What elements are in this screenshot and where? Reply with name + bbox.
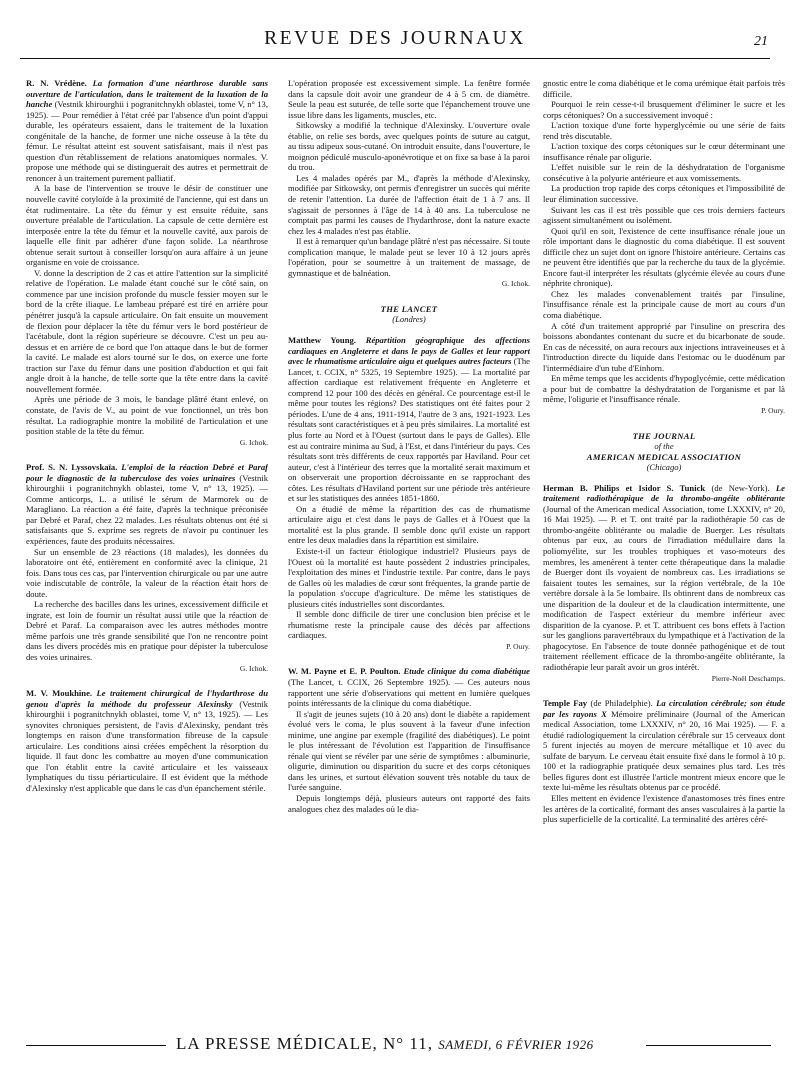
article-signature: G. Ichok. — [239, 663, 268, 673]
article-paragraph: Sur un ensemble de 23 réactions (18 malades), les données du laboratoire ont été, entièrement en conformité avec la clinique, 21 fois. Dans tous ces cas, par l'intervention chirurgicale ou par une autre voie indiscutable de contrôle, la valeur de la réaction était hors de doute. — [26, 546, 268, 599]
journal-city: (Londres) — [392, 314, 426, 325]
article-paragraph: Depuis longtemps déjà, plusieurs auteurs ont rapporté des faits analogues chez des malades où le dia- — [288, 793, 530, 814]
article-text: (The Lancet, t. CCIX, n° 5325, 19 Septembre 1925). — La mortalité par affection cardiaque est relativement fréquente en Angleterre et comprend 12 pour 100 des décès en général. Ce pourcentage est-il le même pour toutes les régions? Des statistiques ont été faites pour 2 périodes. L'une de 4 ans, 1911-1914, l'autre de 3 ans, 1921-1923. Les résultats sont caractéristiques et à peu près similaires. La mortalité est plus forte au Nord et à l'Ouest (surtout dans le pays de Galles). Elle est au contraire minima au Sud, à l'Est, et dans l'intérieur du pays. Ces résultats sont très différents de ceux rapportés par Haviland. Pour cet auteur, c'est à l'intérieur des terres que la mortalité serait maximum et on observerait une proportion décroissante en se rapprochant des côtes. Les résultats d'Haviland portent sur une période très antérieure et sur les statistiques des années 1851-1860. — [288, 356, 530, 504]
journal-heading-lancet — [288, 304, 530, 325]
journal-name-line-3: AMERICAN MEDICAL ASSOCIATION — [586, 451, 742, 462]
article-paragraph: La production trop rapide des corps cétoniques et l'impossibilité de leur élimination successive. — [543, 183, 785, 205]
article-paragraph: Chez les malades convenablement traités par l'insuline, l'insuffisance rénale est la principale cause de mort au cours d'un coma diabétique. — [543, 288, 785, 321]
article-paragraph: L'action toxique d'une forte hyperglycémie ou une série de faits rend très discutable. — [543, 120, 785, 141]
article-author: W. M. Payne et E. P. Poulton. — [288, 666, 401, 677]
article-text: (Vestnik khirourghii i pogranitchnykh oblastei, tome V, n° 13, 1925). — Pour remédier à l'état créé par l'absence d'un point d'appui durable, les opérateurs essaient, dans le traitement de la luxation congénitale de la hanche, de former une niche osseuse à la tête du fémur. Le résultat atteint est souvent satisfaisant, mais il n'est pas question d'un rétablissement de relations anatomiques normales. V. propose une méthode qui se distinguerait des autres et permettrait de renoncer à un traitement purement palliatif. — [26, 99, 268, 183]
journal-city: (Chicago) — [646, 462, 682, 473]
article-author-location: (de Philadelphie). — [590, 698, 653, 709]
article-paragraph: V. donne la description de 2 cas et attire l'attention sur la simplicité relative de l'opération. Le malade étant couché sur le côté sain, on commence par une incision profonde du muscle fessier moyen sur le bord de la crête iliaque. Le lambeau préparé est tiré en arrière pour pénétrer jusqu'à la capsule articulaire. On fait ensuite un mouvement de flexion pour déplacer la tête du fémur vers le bord postérieur de l'acétabule, dont la région supérieure se découvre. C'est un peu au-dessus et en arrière de ce bord que l'on attaque dans le but de former la cavité. Le malade est alors tourné sur le dos, on exerce une forte traction sur l'axe du fémur dans une position d'abduction et qui fait angle droit à la hanche, de telle sorte que la tête entre dans la cavité nouvellement formée. — [26, 267, 268, 394]
article-paragraph: La recherche des bacilles dans les urines, excessivement difficile et ingrate, est loin de fournir un résultat aussi utile que la réaction de Debré et Paraf. La comparaison avec les autres méthodes montre même parfois une très grande sensibilité que l'on ne rencontre point dans les divers procédés mis en pratique pour dépister la tuberculose des voies urinaires. — [26, 599, 268, 662]
article-paragraph — [288, 335, 530, 504]
article-paragraph: L'effet nuisible sur le rein de la déshydratation de l'organisme consécutive à la polyurie antérieure et aux vomissements. — [543, 162, 785, 183]
article-paragraph: A côté d'un traitement approprié par l'insuline on prescrira des boissons abondantes contenant du sucre et du bicarbonate de soude. En cas de nécessité, on aura recours aux injections intraveineuses et à l'introduction directe du liquide dans l'estomac ou le duodénum par l'intermédiaire d'un tube d'Einhorn. — [543, 320, 785, 373]
journal-name-line-2: of the — [654, 441, 674, 452]
article-paragraph: Elles mettent en évidence l'existence d'anastomoses très fines entre les artères de la corticalité, formant des anses vasculaires à la partie la plus superficielle de la corticalité. La terminalité des artères céré- — [543, 793, 785, 825]
article-text: (Vestnik khirourghii i pogranitchnykh oblastei, tome V, n° 13, 1925). — Comme anticorps, L. a utilisé le sérum de Marmorek ou de Maragliano. La réaction a été faite, d'après la technique préconisée par Debré et Paraf, chez 22 malades. Les résultats obtenus ont été si satisfaisants que S. exprime ses regrets de n'avoir pu continuer les expériences, faute des produits nécessaires. — [26, 472, 268, 546]
footer-journal-title: LA PRESSE MÉDICALE, N° 11, — [176, 1034, 433, 1053]
article-payne-poulton-continued — [543, 78, 785, 417]
footer-date: SAMEDI, 6 FÉVRIER 1926 — [438, 1037, 594, 1052]
article-author: Matthew Young. — [288, 335, 356, 346]
article-paragraph — [543, 698, 785, 793]
article-author: R. N. Vrédène. — [26, 78, 87, 88]
article-text: (Vestnik khirourghii i pogranitchnykh oblastei, tome V, n° 13, 1925). — Les synovites chroniques persistent, de l'avis d'Alexinsky, pendant très longtemps en raison d'une transformation fibreuse de la capsule articulaire. Les conditions ainsi créées empêchent la résorption du liquide. Il faut donc les combattre au moyen d'une communication que l'on établit entre la cavité articulaire et les vaisseaux lymphatiques du tissu périarticulaire. Il est évident que la méthode d'Alexinsky n'est applicable que dans le cas d'un épanchement stérile. — [26, 698, 268, 793]
article-philips-tunick — [543, 483, 785, 684]
article-paragraph: Quoi qu'il en soit, l'existence de cette insuffisance rénale joue un rôle important dans le diagnostic du coma diabétique. Il est souvent difficile chez un sujet dont on ignore l'histoire antérieure. Certains cas ne peuvent être identifiés que par la recherche du taux de la glycémie. Encore faut-il interpréter les résultats (glycémie élevée au cours d'une néphrite chronique). — [543, 225, 785, 289]
article-lyssovskaia — [26, 462, 268, 674]
article-title: La circulation cérébrale; son étude par les rayons X — [543, 698, 785, 719]
article-paragraph: Sitkowsky a modifié la technique d'Alexinsky. L'ouverture ovale établie, on relie ses bords, avec quelques points de suture au catgut, au tissu adipeux sous-cutané. On introduit ensuite, dans l'ouverture, le moignon pédiculé musculo-aponévrotique et on fixe sa base à la paroi du trou. — [288, 120, 530, 173]
footer-rule-left — [26, 1045, 166, 1046]
article-author: M. V. Moukhine. — [26, 688, 93, 699]
column-1 — [26, 78, 268, 1023]
article-paragraph: Suivant les cas il est très possible que ces trois derniers facteurs agissent simultanément ou isolément. — [543, 204, 785, 226]
article-paragraph — [26, 78, 268, 183]
article-paragraph: Pourquoi le rein cesse-t-il brusquement d'éliminer le sucre et les corps cétoniques? On a successivement invoqué : — [543, 99, 785, 120]
article-title: Le traitement radiothérapique de la thrombo-angéite oblitérante — [543, 482, 785, 504]
article-paragraph — [26, 688, 268, 793]
article-title: Etude clinique du coma diabétique — [403, 666, 530, 677]
journal-heading-jama — [543, 431, 785, 473]
journal-name-line-1: THE JOURNAL — [632, 430, 696, 441]
article-author: Herman B. Philips et Isidor S. Tunick — [543, 482, 706, 493]
page-footer — [26, 1034, 771, 1058]
article-paragraph — [543, 483, 785, 673]
article-paragraph: A la base de l'intervention se trouve le désir de constituer une nouvelle cavité cotyloïde à la proximité de l'ancienne, qui est dans un état rudimentaire. La tête du fémur y est ensuite réduite, sans ouverture préalable de l'articulation. La capsule de cette dernière est interposée entre la tête du fémur et la nouvelle cavité, aux parois de laquelle elle finit par adhérer d'une façon solide. La néarthrose obtenue serait surtout à conseiller lorsqu'on aura affaire à un jeune organisme en voie de croissance. — [26, 183, 268, 268]
article-signature: G. Ichok. — [501, 279, 530, 289]
article-paragraph: Existe-t-il un facteur étiologique industriel? Plusieurs pays de l'Ouest où la mortalité est haute possèdent 2 industries principales, l'exploitation des mines et l'industrie textile. Par contre, dans le pays de Galles où les maladies de cœur sont fréquentes, la grande partie de la population s'occupe d'agriculture. De même les statistiques de plusieurs cités industrielles sont discordantes. — [288, 545, 530, 609]
article-payne-poulton — [288, 666, 530, 814]
section-title: REVUE DES JOURNAUX — [264, 28, 526, 49]
column-2 — [288, 78, 530, 1023]
article-paragraph: Il semble donc difficile de tirer une conclusion bien précise et le rhumatisme reste la principale cause des décès par affections cardiaques. — [288, 609, 530, 641]
article-paragraph: Il s'agit de jeunes sujets (10 à 20 ans) dont le diabète a rapidement évolué vers le coma, le plus souvent à la faveur d'une infection minime, une angine par exemple (fragilité des diabétiques). Le point le plus intéressant de l'évolution est l'apparition de l'insuffisance rénale qui vient se révéler par une série de symptômes : albuminurie, oligurie, diminution ou disparition du sucre et des corps cétoniques dans les urines, et surtout élévation souvent très notable du taux de l'urée sanguine. — [288, 708, 530, 793]
article-paragraph: Les 4 malades opérés par M., d'après la méthode d'Alexinsky, modifiée par Sitkowsky, ont permis d'enregistrer un succès qui mérite de retenir l'attention. La durée de l'affection était de 1 à 7 ans. Il s'agissait de personnes à l'âge de 14 à 40 ans. La tuberculose ne comptait pas parmi les causes de l'hydarthrose, dont la nature exacte chez les 4 malades n'est pas établie. — [288, 172, 530, 236]
article-signature: G. Ichok. — [239, 437, 268, 447]
article-author-location: (de New-York). — [711, 482, 770, 493]
article-signature: P. Oury. — [761, 405, 785, 415]
article-text: (Journal of the American medical Association, tome LXXXIV, n° 20, 16 Mai 1925). — P. et T. ont traité par la radiothérapie 50 cas de thrombo-angéite oblitérante ou maladie de Buerger. Les résultats obtenus par eux, au cours de l'irradiation médullaire dans la poliomyélite, sur les troubles trophiques et vaso-moteurs des membres, les amenèrent à tenter cette thérapeutique dans la maladie de Buerger dont ils voyaient de nombreux cas. Les irradiations se faisaient toutes les semaines, sur la région vertébrale, de la 10e vertèbre dorsale à la 5e lombaire. Ils obtinrent dans de nombreux cas une disparition de la douleur et de la claudication intermittente, une modification de l'aspect extérieur du membre inférieur avec disparition de la cyanose. P. et T. attribuent ces bons effets à l'action sur les ganglions paravertébraux du lympathique et à l'activation de la phagocytose. En l'absence de toute donnée pathogénique et de tout traitement réellement efficace de la thrombo-angéite oblitérante, la radiothérapie leur paraît avoir un gros intérêt. — [543, 503, 785, 672]
article-text: (The Lancet, t. CCIX, 26 Septembre 1925). — Ces auteurs nous rapportent une série d'observations qui mettent en lumière quelques points intéressants de la clinique du coma diabétique. — [288, 676, 530, 709]
page-number: 21 — [754, 34, 768, 49]
article-moukhine — [26, 688, 268, 793]
page-header — [20, 28, 770, 64]
header-rule — [20, 58, 770, 59]
article-paragraph: L'opération proposée est excessivement simple. La fenêtre formée dans la capsule doit avoir une grandeur de 4 à 5 cm. de diamètre. Seule la peau est suturée, de telle sorte que l'épanchement trouve une issue libre dans les ligaments, muscles, etc. — [288, 78, 530, 120]
article-paragraph — [26, 462, 268, 546]
article-title: La formation d'une néarthrose durable sans ouverture de l'articulation, dans le traitement de la luxation de la hanche — [26, 78, 268, 110]
article-paragraph: gnostic entre le coma diabétique et le coma urémique était parfois très difficile. — [543, 78, 785, 99]
journal-name: THE LANCET — [380, 303, 438, 314]
article-title: L'emploi de la réaction Debré et Paraf pour le diagnostic de la tuberculose des voies urinaires — [26, 462, 268, 483]
article-title: Le traitement chirurgical de l'hydarthrose du genou d'après la méthode du professeur Alexinsky — [26, 688, 268, 709]
footer-text — [176, 1034, 594, 1054]
article-signature: Pierre-Noël Deschamps. — [711, 673, 785, 683]
article-vredene — [26, 78, 268, 448]
article-temple-fay — [543, 698, 785, 825]
article-title: Répartition géographique des affections cardiaques en Angleterre et dans le pays de Galles et leur rapport avec le rhumatisme articulaire aigu et quelques autres facteurs — [288, 335, 530, 367]
column-3 — [543, 78, 785, 1023]
article-author: Temple Fay — [543, 698, 588, 709]
article-text: Mémoire préliminaire (Journal of the American medical Association, tome LXXXIV, n° 20, 16 Mai 1925). — F. a étudié radiologiquement la circulation cérébrale sur 15 cerveaux dont 5 furent injectés au moyen de mercure métallique et 10 avec du sulfate de baryum. Le cerveau était ensuite fixé dans le formol à 10 p. 100 et la radiographie pratiquée deux semaines plus tard. Les très belles figures dont est illustrée l'article montrent mieux encore que le texte lui-même les résultats obtenus par ce procédé. — [543, 708, 785, 793]
article-paragraph: On a étudié de même la répartition des cas de rhumatisme articulaire aigu et c'est dans le pays de Galles et à l'Ouest que la mortalité est la plus grande. Il semble donc qu'il existe un rapport entre les deux maladies dans la répartition est similaire. — [288, 503, 530, 546]
article-paragraph — [288, 666, 530, 708]
article-paragraph: Il est à remarquer qu'un bandage plâtré n'est pas nécessaire. Si toute complication manque, le malade peut se lever 10 à 12 jours après l'opération, pour se soumettre à un traitement de massage, de gymnastique et de balnéation. — [288, 236, 530, 278]
article-signature: P. Oury. — [506, 641, 530, 651]
article-paragraph: L'action toxique des corps cétoniques sur le cœur déterminant une insuffisance rénale par oligurie. — [543, 141, 785, 162]
article-moukhine-continued — [288, 78, 530, 290]
article-author: Prof. S. N. Lyssovskaïa. — [26, 462, 118, 473]
footer-rule-right — [646, 1045, 771, 1046]
article-paragraph: Après une période de 3 mois, le bandage plâtré étant enlevé, on constate, de l'avis de V., au point de vue fonctionnel, un très bon résultat. La radiographie montre la mobilité de l'articulation et une position stable de la tête du fémur. — [26, 394, 268, 437]
article-young — [288, 335, 530, 652]
article-paragraph: En même temps que les accidents d'hypoglycémie, cette médication a pour but de combattre la déshydratation de l'organisme et par là même, l'oligurie et l'insuffisance rénale. — [543, 373, 785, 405]
